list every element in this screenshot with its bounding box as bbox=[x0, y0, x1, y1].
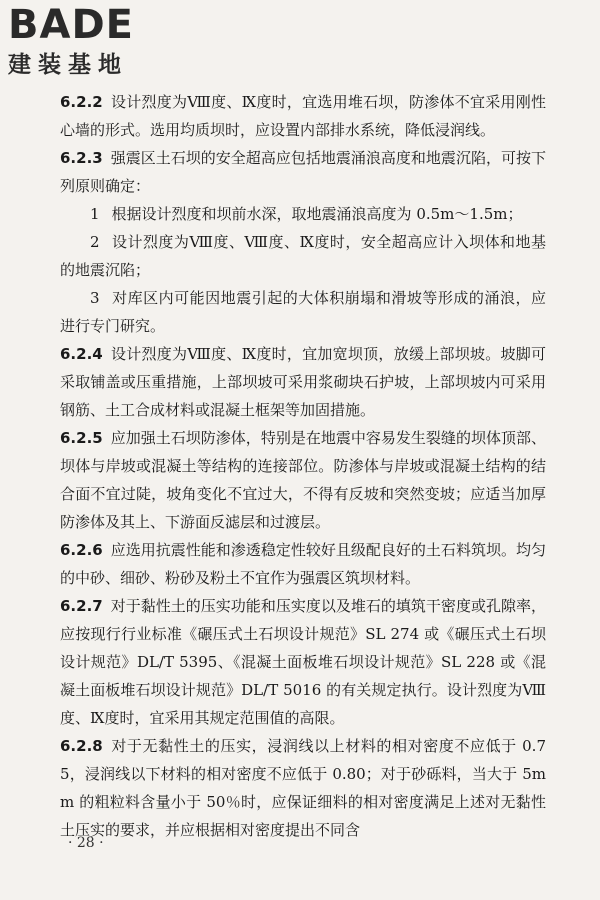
clause-6-2-3 bbox=[60, 144, 546, 200]
clause-text: 应选用抗震性能和渗透稳定性较好且级配良好的土石料筑坝。均匀的中砂、细砂、粉砂及粉土不宜作为强震区筑坝材料。 bbox=[60, 541, 546, 587]
clause-6-2-6 bbox=[60, 536, 546, 592]
item-number: 3 bbox=[90, 289, 100, 307]
list-item-1 bbox=[60, 200, 546, 228]
clause-6-2-7 bbox=[60, 592, 546, 732]
clause-number: 6.2.3 bbox=[60, 149, 103, 167]
clause-number: 6.2.8 bbox=[60, 737, 103, 755]
clause-6-2-4 bbox=[60, 340, 546, 424]
clause-text: 设计烈度为Ⅷ度、Ⅸ度时，宜加宽坝顶，放缓上部坝坡。坡脚可采取铺盖或压重措施，上部坝坡可采用浆砌块石护坡，上部坝坡内可采用钢筋、土工合成材料或混凝土框架等加固措施。 bbox=[60, 345, 546, 419]
clause-text: 对于黏性土的压实功能和压实度以及堆石的填筑干密度或孔隙率，应按现行行业标准《碾压式土石坝设计规范》SL 274 或《碾压式土石坝设计规范》DL/T 5395、《混凝土面板堆石坝设计规范》SL 228 或《混凝土面板堆石坝设计规范》DL/T 5016 的有关规定执行。设计烈度为Ⅷ度、Ⅸ度时，宜采用其规定范围值的高限。 bbox=[60, 597, 546, 727]
clause-text: 强震区土石坝的安全超高应包括地震涌浪高度和地震沉陷，可按下列原则确定： bbox=[60, 149, 546, 195]
clause-number: 6.2.6 bbox=[60, 541, 103, 559]
logo-subtitle: 建装基地 bbox=[8, 52, 128, 78]
list-item-3 bbox=[60, 284, 546, 340]
clause-number: 6.2.7 bbox=[60, 597, 103, 615]
clause-text: 应加强土石坝防渗体，特别是在地震中容易发生裂缝的坝体顶部、坝体与岸坡或混凝土等结构的连接部位。防渗体与岸坡或混凝土结构的结合面不宜过陡，坡角变化不宜过大，不得有反坡和突然变坡；应适当加厚防渗体及其上、下游面反滤层和过渡层。 bbox=[60, 429, 546, 531]
clause-6-2-8 bbox=[60, 732, 546, 844]
clause-number: 6.2.4 bbox=[60, 345, 103, 363]
clause-text: 对于无黏性土的压实，浸润线以上材料的相对密度不应低于 0.75，浸润线以下材料的相对密度不应低于 0.80；对于砂砾料，当大于 5mm 的粗粒料含量小于 50％时，应保证细料的相对密度满足上述对无黏性土压实的要求，并应根据相对密度提出不同含 bbox=[60, 737, 546, 839]
clause-6-2-2 bbox=[60, 88, 546, 144]
item-text: 对库区内可能因地震引起的大体积崩塌和滑坡等形成的涌浪，应进行专门研究。 bbox=[60, 289, 546, 335]
clause-number: 6.2.2 bbox=[60, 93, 103, 111]
item-number: 2 bbox=[90, 233, 100, 251]
list-item-2 bbox=[60, 228, 546, 284]
clause-text: 设计烈度为Ⅷ度、Ⅸ度时，宜选用堆石坝，防渗体不宜采用刚性心墙的形式。选用均质坝时，应设置内部排水系统，降低浸润线。 bbox=[60, 93, 546, 139]
item-number: 1 bbox=[90, 205, 100, 223]
item-text: 根据设计烈度和坝前水深，取地震涌浪高度为 0.5m～1.5m； bbox=[111, 205, 523, 223]
logo-wordmark: BADE bbox=[8, 2, 134, 48]
item-text: 设计烈度为Ⅷ度、Ⅷ度、Ⅸ度时，安全超高应计入坝体和地基的地震沉陷； bbox=[60, 233, 546, 279]
clause-6-2-5 bbox=[60, 424, 546, 536]
clause-number: 6.2.5 bbox=[60, 429, 103, 447]
document-body bbox=[60, 88, 546, 844]
bade-logo bbox=[8, 2, 178, 84]
page-number: · 28 · bbox=[68, 835, 104, 851]
